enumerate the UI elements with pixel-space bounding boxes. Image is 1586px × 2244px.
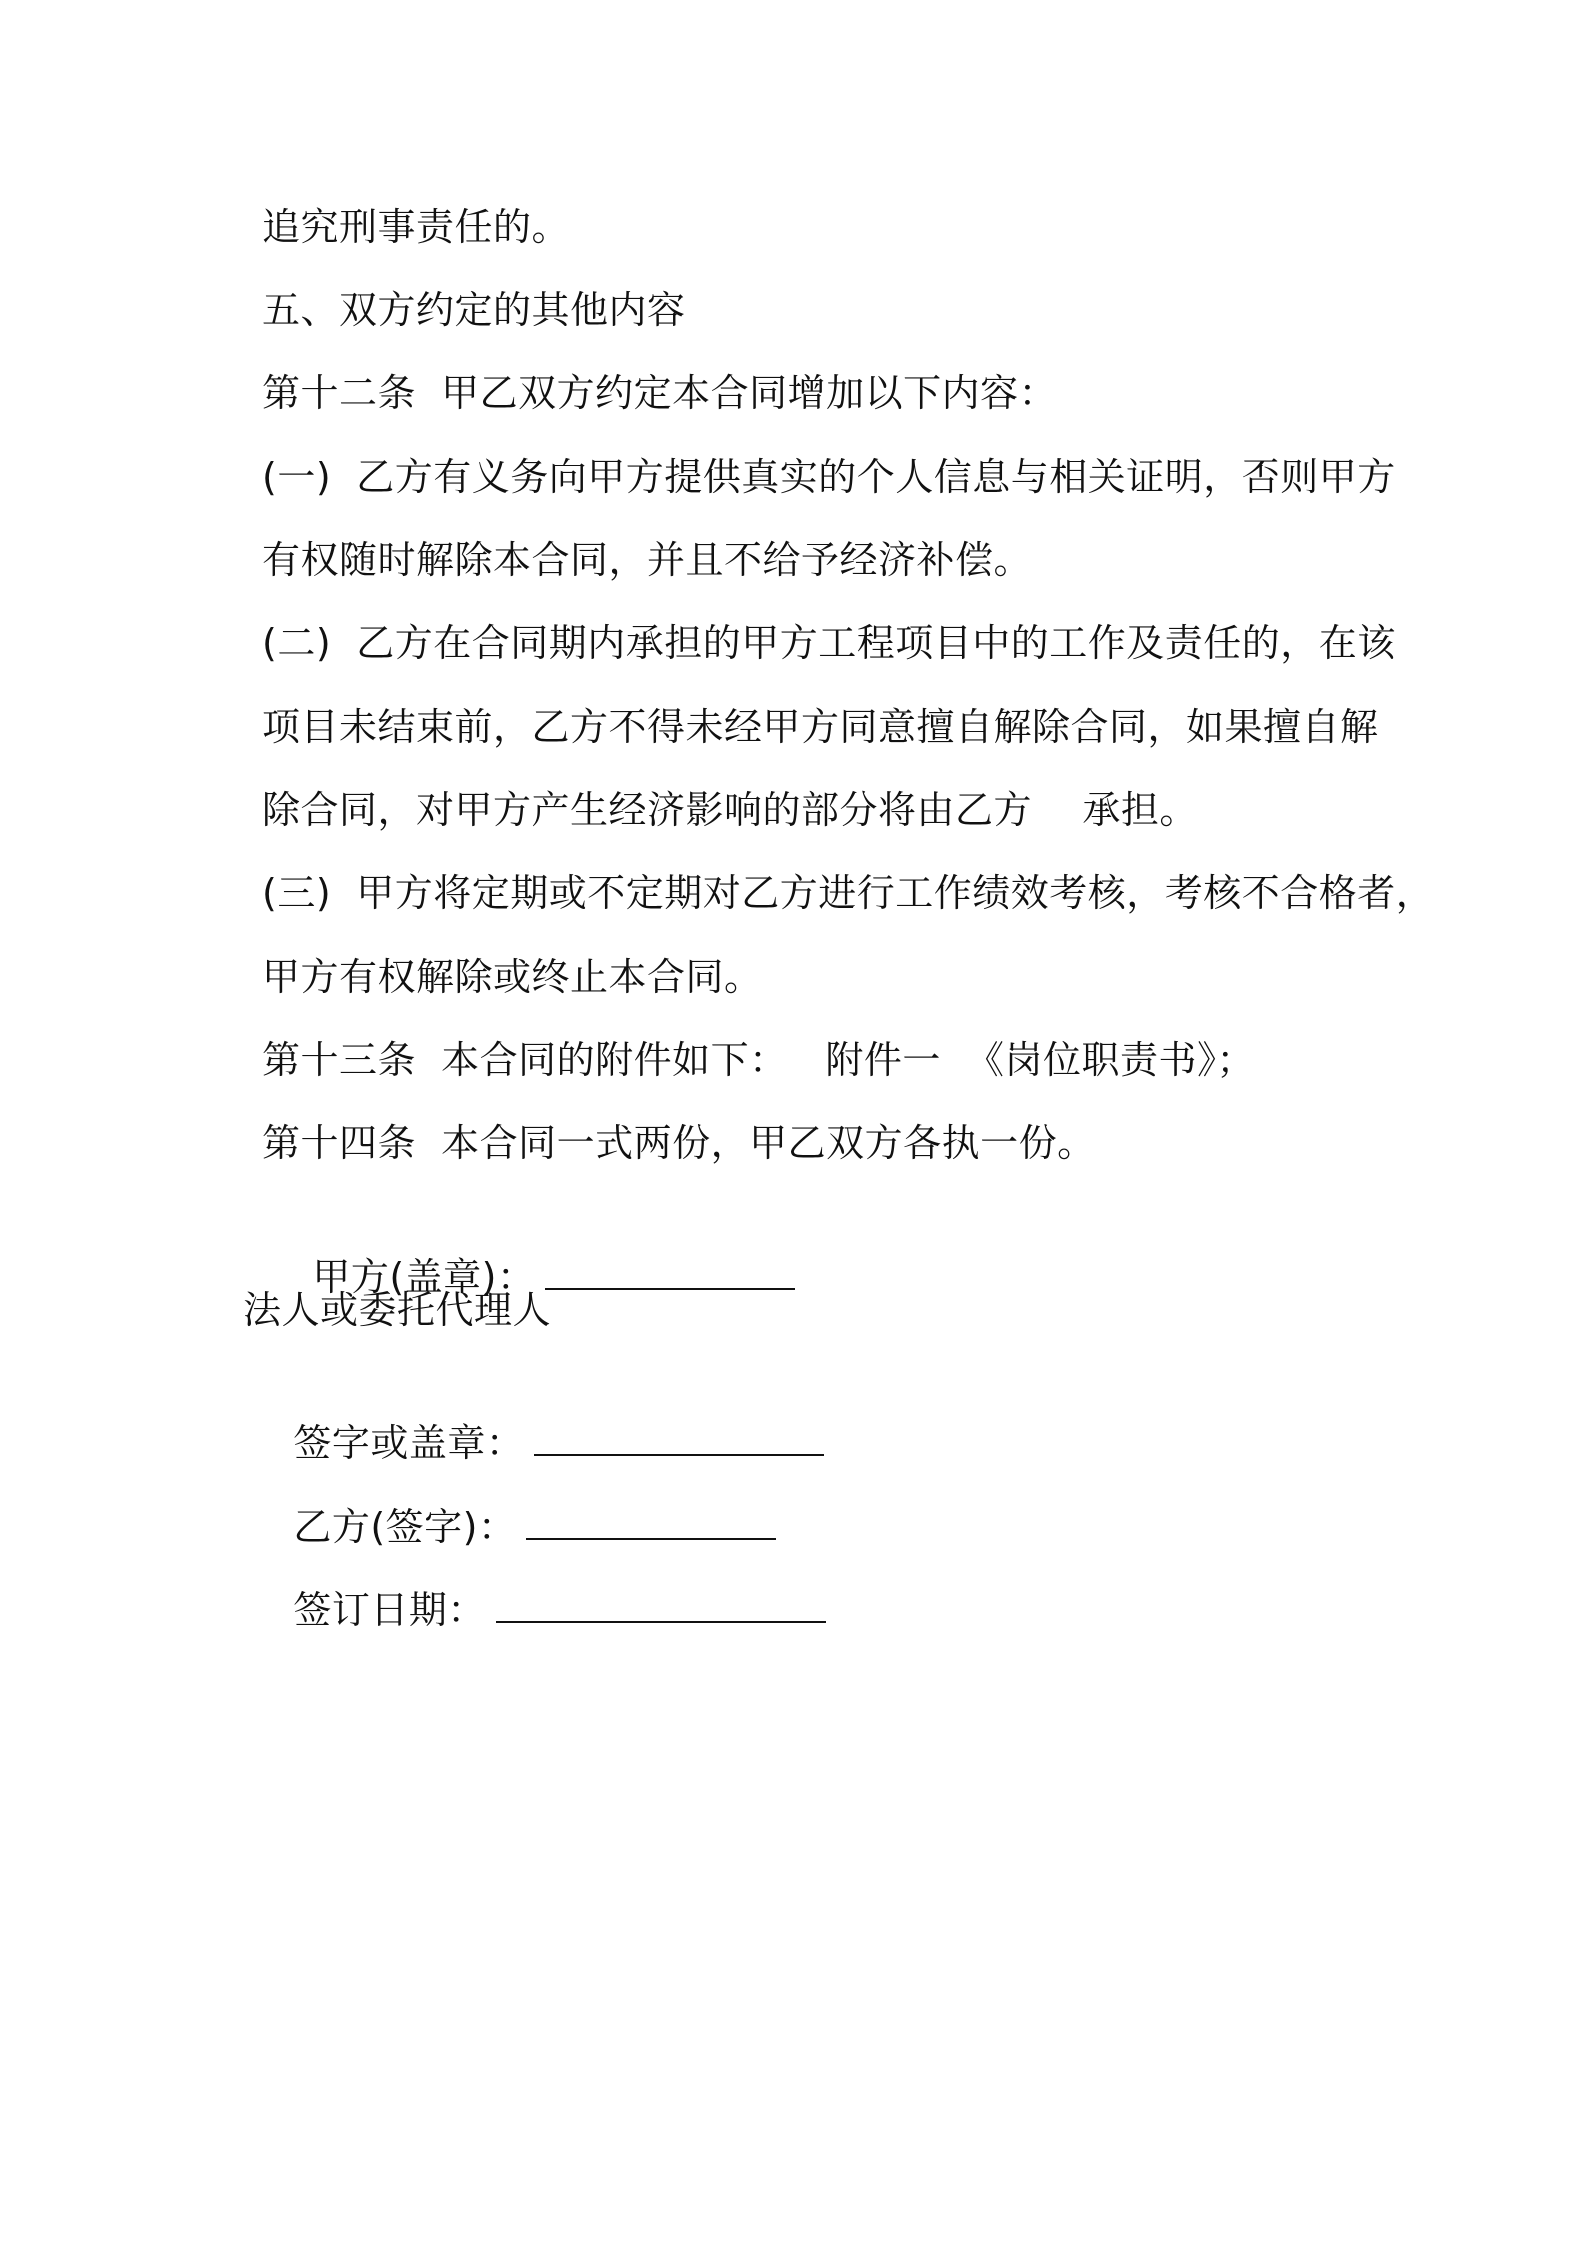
sign-date-label: 签订日期： xyxy=(293,1588,486,1632)
article-14: 第十四条 本合同一式两份，甲乙双方各执一份。 xyxy=(262,1121,1096,1165)
article-12-item-1-cont: 有权随时解除本合同，并且不给予经济补偿。 xyxy=(262,538,1033,582)
article-12-item-2-cont-1: 项目未结束前，乙方不得未经甲方同意擅自解除合同，如果擅自解 xyxy=(262,705,1379,749)
article-12-item-2: (二) 乙方在合同期内承担的甲方工程项目中的工作及责任的，在该 xyxy=(262,621,1396,665)
party-b-label: 乙方(签字)： xyxy=(293,1505,517,1549)
article-12-item-3: (三) 甲方将定期或不定期对乙方进行工作绩效考核，考核不合格者， xyxy=(262,871,1435,915)
sign-date-blank[interactable] xyxy=(496,1585,826,1623)
article-12-item-3-cont: 甲方有权解除或终止本合同。 xyxy=(262,955,763,999)
sign-or-seal-label: 签字或盖章： xyxy=(293,1421,525,1465)
sign-date-row xyxy=(243,1535,826,1685)
section-heading: 五、双方约定的其他内容 xyxy=(262,288,686,332)
article-12-item-2-cont-2: 除合同，对甲方产生经济影响的部分将由乙方 承担。 xyxy=(262,788,1198,832)
clause-line-1: 追究刑事责任的。 xyxy=(262,205,571,249)
article-12: 第十二条 甲乙双方约定本合同增加以下内容： xyxy=(262,371,1058,415)
sign-or-seal-blank[interactable] xyxy=(534,1418,824,1456)
party-a-signature-blank[interactable] xyxy=(545,1252,795,1290)
article-13: 第十三条 本合同的附件如下： 附件一 《岗位职责书》； xyxy=(262,1038,1256,1082)
party-a-label: 甲方(盖章)： xyxy=(312,1255,536,1299)
legal-rep-label: 法人或委托代理人 xyxy=(243,1288,552,1332)
article-12-item-1: (一) 乙方有义务向甲方提供真实的个人信息与相关证明，否则甲方 xyxy=(262,455,1396,499)
